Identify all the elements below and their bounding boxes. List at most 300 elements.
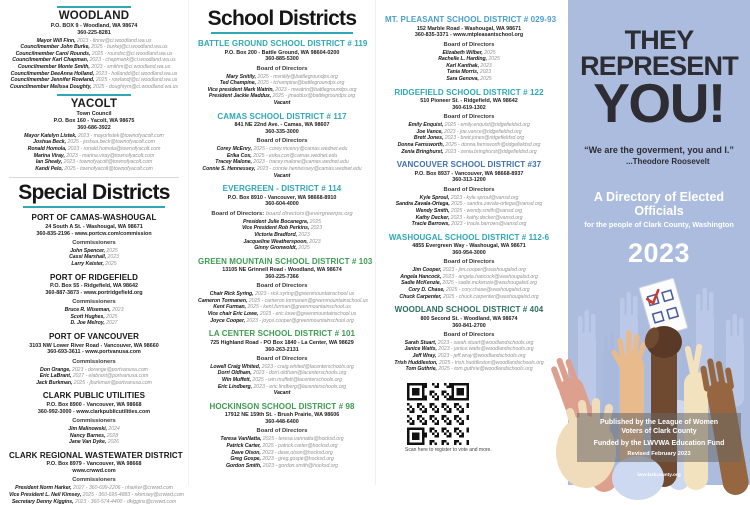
roster-label	[9, 477, 179, 484]
member-row	[385, 122, 553, 129]
member-name: Elizabeth Wilber,	[442, 49, 483, 56]
school-districts-title: School Districts	[207, 7, 357, 30]
member-name: Teresa VanNatta,	[220, 436, 262, 443]
member-list	[385, 195, 553, 228]
member-term-contact: 2023 - smithm@ci.woodland.wa.us	[89, 63, 171, 70]
roster-label	[198, 428, 366, 435]
member-term-contact: 2025 - joshua.beck@townofyacolt.com	[66, 139, 155, 146]
member-name: Kathy Decker,	[415, 214, 450, 221]
pale-blue-palm	[612, 456, 664, 500]
member-name: Vacant	[273, 390, 291, 397]
district-address-line: 725 Highland Road - PO Box 1840 - La Center, WA 98629	[210, 339, 354, 346]
member-row	[198, 232, 366, 239]
member-row	[198, 153, 366, 160]
member-term-contact: 2023 - kathy.decker@vansd.org	[449, 214, 523, 221]
member-row	[198, 370, 366, 377]
member-name: Don Orange,	[40, 366, 71, 373]
roster-title: Board of Directors	[256, 355, 308, 362]
roster-title: Commissioners	[72, 358, 116, 365]
district-title: BATTLE GROUND SCHOOL DISTRICT # 119	[198, 39, 368, 48]
roster-title: Commissioners	[72, 418, 116, 425]
district-address-line: 360-841-2700	[452, 322, 486, 329]
district-title: PORT OF VANCOUVER	[48, 332, 139, 342]
member-term-contact: 2023 - chapmank@ci.woodland.wa.us	[88, 57, 176, 64]
member-term-contact: 2023 - ronald.homola@townofyacolt.com	[66, 145, 161, 152]
district-section	[385, 88, 553, 156]
member-row	[385, 274, 553, 281]
member-name: Zenia Bringhurst,	[401, 148, 444, 155]
member-row	[198, 159, 366, 166]
member-term-contact: 2023	[297, 231, 310, 238]
district-address-line: P.O. Box 8900 - Vancouver, WA 98668	[46, 401, 142, 408]
member-row	[9, 44, 179, 51]
member-row	[9, 38, 179, 45]
member-term-contact: 2023 - dorri.oldham@lacenterschools.org	[251, 370, 347, 377]
member-list	[385, 122, 553, 155]
cover-heading-block	[568, 0, 750, 269]
member-term-contact: 2025 - patrick.carter@hocksd.org	[260, 443, 338, 449]
member-row	[9, 71, 179, 78]
member-row	[198, 443, 366, 450]
teal-overline	[57, 6, 131, 8]
district-section	[198, 329, 366, 397]
member-row	[9, 159, 179, 166]
member-name: Jacqueline Weatherspoon,	[243, 238, 308, 245]
city-section	[9, 94, 179, 172]
roster-label	[198, 283, 366, 290]
member-list	[385, 50, 553, 83]
member-name: Bruce R. Wiseman,	[64, 307, 111, 314]
district-section	[9, 450, 184, 505]
member-name: President Julie Bocanegra,	[242, 218, 309, 225]
member-term-contact: 2023 - jim.cooper@washougalsd.org	[441, 267, 526, 274]
roster-title: Board of Directors	[256, 138, 308, 145]
member-row	[198, 219, 366, 226]
roster-title: Board of Directors	[256, 283, 308, 290]
member-row	[198, 384, 366, 391]
district-title: WOODLAND SCHOOL DISTRICT # 404	[394, 305, 544, 315]
member-name: Nancy Barnes,	[69, 432, 106, 439]
district-section	[385, 15, 557, 83]
member-list	[198, 364, 366, 397]
member-name: Victoria Bradford,	[254, 231, 297, 238]
member-name: Tania Morris,	[446, 69, 479, 76]
district-address-line: 360-335-3000	[265, 128, 299, 135]
member-name: Tracie Barrows,	[411, 221, 450, 228]
cover-quote: “We are the goverment, you and I.”	[584, 145, 734, 155]
member-term-contact: 2023 - eric.lindberg@lacenterschools.org	[252, 383, 347, 390]
member-name: Chair Rick Syring,	[209, 291, 254, 298]
member-name: Patrick Carter,	[226, 443, 261, 449]
district-section	[9, 332, 179, 386]
member-name: Vice President Rob Perkins,	[241, 225, 310, 232]
district-section	[198, 112, 366, 180]
member-term-contact: 2025 - 360-695-4883 - nkimsey@crwwd.com	[81, 491, 184, 498]
member-row	[198, 291, 366, 298]
school-districts-list-1	[198, 39, 373, 469]
qr-caption: Scan here to register to vote and more.	[405, 446, 492, 453]
district-address-line: 360-225-7366	[265, 273, 299, 280]
city-address-line: P.O. Box 160 - Yacolt, WA 98675	[53, 118, 135, 125]
district-address-line: 841 NE 22nd Ave. - Camas, WA 98607	[234, 122, 330, 129]
member-name: Jim Malinowski,	[68, 426, 107, 433]
member-term-contact: 2025 - msnitily@battlegroundps.org	[256, 73, 338, 80]
member-row	[198, 436, 366, 443]
member-name: Marina Viray,	[33, 152, 65, 159]
member-name: Kyle Sproul,	[419, 194, 450, 201]
member-term-contact: 2023 - joyce.cooper@greenmountainschool.org	[245, 317, 354, 324]
member-list	[9, 307, 179, 327]
district-section	[385, 305, 553, 373]
member-row	[385, 221, 553, 228]
district-address-line: P.O. Box 200 - Battle Ground, WA 98604-0200	[224, 49, 340, 56]
roster-title: Commissioners	[72, 299, 116, 306]
member-row	[9, 153, 179, 160]
member-term-contact: 2023	[110, 307, 124, 314]
roster-label	[385, 259, 553, 266]
member-name: Karl Kanthak,	[446, 62, 480, 69]
member-row	[385, 215, 553, 222]
member-term-contact: 2025	[487, 56, 500, 63]
roster-title: Board of Directors	[256, 428, 308, 435]
district-address-line: P.O. Box 8937 - Vancouver, WA 98668-8937	[414, 170, 524, 177]
member-term-contact: 2023 - joe.vance@ridgefieldsd.org	[442, 128, 522, 135]
member-term-contact: 2024	[107, 426, 120, 433]
member-term-contact: 2025 - townofyacolt@townofyacolt.com	[62, 165, 153, 172]
member-term-contact: 2025 - sadie.mckenzie@washougalsd.org	[440, 280, 537, 287]
panel-school-districts-2	[375, 0, 562, 485]
district-section	[9, 391, 179, 445]
member-row	[385, 287, 553, 294]
member-term-contact: 2025 - chuck.carpenter@washougalsd.org	[441, 293, 539, 300]
district-section	[198, 402, 366, 470]
school-districts-list-2	[385, 15, 557, 373]
member-name: Gordon Smith,	[225, 462, 262, 469]
member-term-contact: 2025 - kent.furman@greenmountainschool.us	[246, 304, 351, 311]
member-term-contact: 2023 - craig.whited@lacenterschools.org	[260, 363, 354, 370]
member-name: Cameron Tormanen,	[198, 297, 248, 304]
city-address-line: 360-225-8281	[77, 29, 111, 36]
member-row	[9, 51, 179, 58]
member-row	[385, 69, 553, 76]
qr-code-icon	[407, 383, 469, 445]
member-name: Mayor Will Finn,	[36, 37, 76, 44]
roster-label	[9, 299, 179, 306]
member-list	[9, 38, 179, 91]
member-term-contact: 2025 - wendy.smith@vansd.org	[449, 207, 523, 214]
district-title: CLARK PUBLIC UTILITIES	[42, 391, 146, 401]
member-row	[385, 50, 553, 57]
publisher-overlay	[577, 413, 741, 462]
member-name: Tom Guthrie,	[405, 366, 437, 373]
member-term-contact: 2028	[105, 432, 119, 439]
member-term-contact: 2025 - donna.farnsworth@ridgefieldsd.org	[444, 141, 541, 148]
member-term-contact: 2025 - jburkman@portvanusa.com	[72, 379, 152, 386]
member-row	[9, 307, 179, 314]
member-row	[9, 485, 179, 492]
member-term-contact: 2023 - tracie.barrows@vansd.org	[449, 221, 527, 228]
district-title: WASHOUGAL SCHOOL DISTRICT # 112-6	[388, 232, 550, 242]
member-name: Kandi Pelo,	[35, 165, 63, 172]
member-term-contact: 2023 - eric.lowe@greenmountainschool.us	[258, 311, 357, 318]
member-name: Councilmember DeeAnna Holland,	[10, 70, 95, 77]
special-districts-list	[9, 213, 184, 505]
member-row	[9, 166, 179, 173]
member-name: Vice President L. Neil Kimsey,	[9, 491, 82, 498]
district-address-line: 510 Pioneer St. - Ridgefield, WA 98642	[420, 98, 518, 105]
member-name: Dave Olson,	[231, 449, 261, 456]
member-term-contact: 2027 - elabrant@portvanusa.com	[71, 373, 149, 380]
district-address-line: 24 South A St. - Washougal, WA 98671	[45, 223, 143, 230]
district-title: RIDGEFIELD SCHOOL DISTRICT # 122	[394, 87, 544, 97]
district-title: VANCOUVER SCHOOL DISTRICT #37	[396, 160, 542, 170]
roster-label	[385, 42, 553, 49]
member-term-contact: 2025	[105, 247, 118, 254]
member-term-contact: 2025 - teresa.vannatta@hocksd.org	[261, 436, 344, 443]
member-name: President Norm Harker,	[15, 485, 72, 492]
district-address-line: 3103 NW Lower River Road - Vancouver, WA 98660	[29, 342, 159, 349]
district-address-line: 360-835-3371 - www.mtpleasantschool.org	[414, 32, 524, 39]
member-term-contact: 2023 - brett.jones@ridgefieldsd.org	[443, 135, 525, 142]
member-name: Win Muffett,	[222, 377, 251, 384]
member-row	[9, 84, 179, 91]
member-name: Sadie McKenzie,	[401, 280, 441, 287]
member-row	[9, 139, 179, 146]
member-row	[198, 146, 366, 153]
member-row	[9, 146, 179, 153]
member-row	[9, 433, 179, 440]
district-title: HOCKINSON SCHOOL DISTRICT # 98	[209, 401, 355, 411]
district-title: PORT OF CAMAS-WASHOUGAL	[31, 213, 157, 223]
member-name: Sarah Stuart,	[404, 339, 437, 346]
roster-title: Board of Directors	[443, 114, 495, 121]
roster-title: Board of Directors:	[211, 210, 265, 217]
member-row	[198, 298, 366, 305]
roster-label	[198, 138, 366, 145]
member-name: Jim Cooper,	[412, 267, 442, 274]
member-term-contact: 2025 - cameron.tormanen@greenmountainschool.us	[247, 297, 368, 304]
member-term-contact: 2023 - rick.syring@greenmountainschool.us	[253, 291, 355, 298]
member-row	[198, 245, 366, 252]
member-row	[198, 239, 366, 246]
cover-title-line: REPRESENT	[580, 51, 738, 81]
member-term-contact: 2023	[309, 225, 323, 232]
roster-title: Board of Directors	[443, 41, 495, 48]
member-row	[9, 254, 179, 261]
member-term-contact: 2026	[106, 439, 119, 446]
member-list	[198, 74, 366, 107]
city-governments-list	[9, 6, 179, 172]
district-address-line: 360-887-3873 - www.portridgefield.org	[45, 289, 143, 296]
district-section	[198, 39, 366, 107]
member-row	[9, 439, 179, 446]
member-term-contact: 2023	[478, 69, 492, 76]
member-term-contact: 2025	[104, 313, 118, 320]
member-list	[9, 367, 179, 387]
member-term-contact: 2025 - sandra.zavala-ortega@vansd.org	[449, 201, 543, 208]
member-list	[9, 426, 179, 446]
member-list	[9, 133, 179, 173]
city-subtitle: Town Council	[76, 111, 112, 118]
district-address-line: 360-954-3000	[452, 249, 486, 256]
member-name: Vice chair Eric Lowe,	[207, 311, 259, 318]
special-districts-title: Special Districts	[18, 181, 170, 205]
member-name: Joe Vance,	[416, 128, 443, 135]
member-name: Vacant	[273, 99, 291, 106]
member-name: Erika Cox,	[226, 152, 252, 159]
city-title: YACOLT	[70, 98, 118, 111]
member-term-contact: 2023 - finnw@ci.woodland.wa.us	[75, 37, 152, 44]
cover-title-line: THEY	[624, 25, 694, 55]
member-name: Greg Gospe,	[230, 456, 261, 463]
member-row	[385, 142, 553, 149]
member-row	[198, 74, 366, 81]
district-section	[9, 273, 179, 327]
member-name: Councilmember Carol Rounds,	[15, 50, 91, 57]
member-term-contact: 2023 - townofyacolt@townofyacolt.com	[62, 159, 153, 166]
member-row	[385, 280, 553, 287]
member-name: Ted Champine,	[219, 80, 257, 87]
member-name: Sara Genova,	[446, 75, 479, 82]
member-row	[9, 320, 179, 327]
member-name: Larry Keister,	[71, 261, 104, 268]
member-row	[9, 373, 179, 380]
member-name: Trish Huddleston,	[394, 359, 438, 366]
district-address-line: 800 Second St. - Woodland, WA 98674	[420, 315, 518, 322]
member-name: Angela Hancock,	[400, 273, 442, 280]
member-term-contact: 2025	[308, 218, 322, 225]
member-name: Sandra Zavala-Ortega,	[395, 201, 450, 208]
district-address-line: 360-604-4000	[265, 201, 299, 208]
district-address-line: 360-885-5300	[265, 56, 299, 63]
member-name: D. Joe Melroy,	[70, 320, 105, 327]
member-term-contact: 2023 - dorange@portvanusa.com	[70, 366, 148, 373]
member-name: Lowell Craig Whited,	[210, 363, 261, 370]
member-term-contact: 2023 - mayorlistek@townofyacolt.com	[76, 132, 164, 139]
roster-label	[385, 187, 553, 194]
roster-label	[198, 66, 366, 73]
district-title: CAMAS SCHOOL DISTRICT # 117	[217, 111, 347, 121]
district-address-line: P.O. Box 55 - Ridgefield, WA 98642	[49, 283, 139, 290]
member-term-contact: 2027	[104, 320, 118, 327]
member-name: Wendy Smith,	[415, 207, 450, 214]
roster-title: Commissioners	[72, 477, 116, 484]
panel-school-districts-1	[188, 0, 375, 485]
roster-title: Commissioners	[72, 239, 116, 246]
member-row	[9, 426, 179, 433]
member-row	[198, 87, 366, 94]
member-row	[198, 318, 366, 325]
voter-registration-qr-block	[405, 383, 492, 453]
member-list	[385, 340, 553, 373]
member-row	[9, 380, 179, 387]
member-term-contact: 2023 - greg.gospe@hocksd.org	[260, 456, 334, 463]
district-section	[385, 160, 553, 228]
member-name: Jeff Wray,	[412, 353, 437, 360]
member-term-contact: 2025 - cory.chase@washougalsd.org	[444, 287, 530, 294]
member-name: Eric LaBrant,	[39, 373, 72, 380]
member-row	[385, 340, 553, 347]
member-term-contact: 2025 - doughtym@ci.woodland.wa.us	[91, 83, 178, 90]
member-term-contact: 2023 - dave.olson@hocksd.org	[260, 449, 333, 456]
district-address-line: 152 Marble Road - Washougal, WA 98671	[416, 25, 522, 32]
member-name: Ginny Gronwoldt,	[254, 245, 297, 252]
member-name: Cassi Marshall,	[69, 254, 107, 261]
directory-year: 2023	[627, 238, 691, 268]
city-title: WOODLAND	[58, 10, 130, 22]
member-row	[9, 57, 179, 64]
member-row	[9, 491, 184, 499]
member-row	[385, 129, 553, 136]
member-term-contact: 2025 - jmaddux@battlegroundps.org	[271, 93, 356, 100]
member-term-contact: 2023 - mwatrin@battlegroundps.org	[273, 86, 357, 93]
member-name: Councilmember Monte Smith,	[17, 63, 90, 70]
roster-label	[9, 359, 179, 366]
member-name: Vacant	[273, 172, 291, 179]
district-address-line: 13105 NE Grinnell Road - Woodland, WA 98674	[222, 267, 342, 274]
member-term-contact: 2023	[307, 238, 321, 245]
member-term-contact: 2025 - rowlandj@ci.woodland.wa.us	[94, 77, 178, 84]
district-address-line: 360-313-1200	[452, 177, 486, 184]
member-row	[198, 173, 366, 180]
member-list	[9, 248, 179, 268]
member-row	[198, 311, 366, 318]
member-list	[198, 219, 366, 252]
member-name: President Jackie Maddux,	[208, 93, 272, 100]
special-districts-underline	[23, 206, 165, 208]
member-row	[385, 63, 553, 70]
member-term-contact: 2023 - janice.watts@woodlandschools.org	[436, 346, 534, 353]
member-row	[9, 77, 179, 84]
publisher-line: Funded by the LWVWA Education Fund	[593, 440, 725, 447]
district-title: LA CENTER SCHOOL DISTRICT # 101	[208, 329, 356, 339]
member-row	[385, 267, 553, 274]
website-url: lwvclarkcounty.org	[637, 473, 681, 478]
cover-title-line: YOU!	[593, 72, 725, 134]
directory-title: A Directory of Elected Officials	[593, 190, 725, 218]
member-row	[9, 314, 179, 321]
member-term-contact: 2025 - win.muffett@lacenterschools.org	[250, 377, 342, 384]
roster-label	[198, 356, 366, 363]
member-term-contact: 2023 - jeff.wray@woodlandschools.org	[436, 353, 526, 360]
roster-title: Board of Directors	[443, 259, 495, 266]
member-name: Donna Farnsworth,	[397, 141, 445, 148]
quote-attribution: ...Theodore Roosevelt	[626, 157, 710, 166]
member-term-contact: 2023 - 360-574-4400 - dkiggins@crwwd.com	[73, 498, 177, 505]
district-section	[9, 213, 179, 267]
member-name: Rachelle L. Harding,	[438, 56, 488, 63]
member-row	[385, 56, 553, 63]
district-address-line: 17912 NE 159th St. - Brush Prairie, WA 98606	[224, 412, 340, 419]
member-row	[198, 304, 366, 311]
city-section	[9, 6, 179, 90]
member-row	[9, 367, 179, 374]
member-term-contact: 2023 - angela.hancock@washougalsd.org	[441, 273, 538, 280]
district-address-line: 360-693-3611 - www.portvanusa.com	[47, 349, 141, 356]
member-row	[9, 499, 179, 505]
member-term-contact: 2023 - gordon.smith@hocksd.org	[261, 462, 339, 469]
member-term-contact: 2023	[106, 254, 119, 261]
member-name: Joshua Beck,	[33, 139, 67, 146]
member-row	[385, 353, 553, 360]
member-row	[198, 93, 366, 100]
publisher-line: Voters of Clark County	[621, 428, 697, 435]
district-address-line: 360-992-3000 - www.clarkpublicutilities.com	[37, 408, 151, 415]
member-name: Jane Van Dyke,	[69, 439, 107, 446]
member-name: Emily Enquist,	[408, 122, 444, 129]
member-term-contact: 2025	[296, 245, 310, 252]
member-row	[198, 166, 366, 173]
